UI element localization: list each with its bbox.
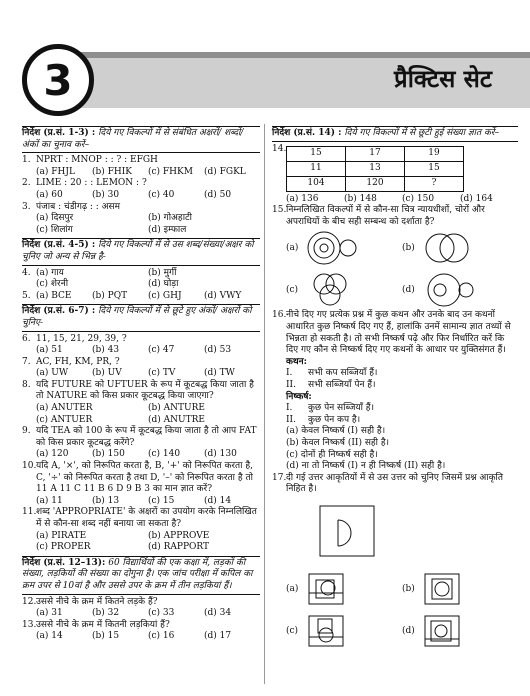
question-4: 4. (a) गाय (b) मुर्गी (c) शेरनी (d) घोड़ा [22, 268, 260, 291]
option: (a) 14 [36, 631, 63, 642]
option: (c) PROPER [36, 542, 91, 553]
option: (a) 136 [286, 193, 319, 204]
option: (a) PIRATE [36, 530, 87, 541]
option: (a) 11 [36, 495, 63, 506]
answer-figure-d: (d) [402, 612, 518, 650]
nested-circles-diagram [304, 229, 364, 267]
venn-option-a: (a) [286, 228, 402, 268]
option: (a) 51 [36, 345, 63, 356]
question-6: 6. 11, 15, 21, 29, 39, ? [22, 333, 127, 344]
option: (b) 43 [92, 345, 120, 356]
direction-4: निर्देश (प्र.सं. 12–13): 60 विद्यार्थियों की एक कक्षा में, लड़कों की संख्या, लड़कियों की संख्या का दोगुना है। एक जांच परीक्षा में कपिल का क्रम उपर से 10वां है और उससे उपर के क्रम में तीन लड़कियां हैं। [22, 556, 260, 595]
question-10-options [22, 496, 260, 508]
right-column [272, 124, 518, 650]
option: (b) 15 [92, 631, 120, 642]
question-3-options [22, 213, 260, 236]
option: (c) शेरनी [36, 279, 69, 290]
grid-cell: 120 [346, 176, 405, 191]
option: (b) 148 [344, 193, 377, 204]
option: (b) FHIK [92, 166, 133, 177]
question-2-options [22, 190, 260, 202]
option: (d) 130 [204, 449, 237, 460]
option: (a) दिसपुर [36, 213, 74, 224]
option: (b) 150 [92, 449, 125, 460]
answer-figure-b: (b) [402, 570, 518, 608]
direction-1: निर्देश (प्र.सं. 1-3) : दिये गए विकल्पों में से संबंधित अक्षरों/ शब्दों/ अंकों का चुनाव करें– [22, 126, 260, 153]
question-figure [272, 500, 518, 567]
grid-cell: 104 [287, 176, 346, 191]
option: (c) दोनों ही निष्कर्ष सही है। [286, 449, 378, 460]
question-1: 1. NPRT : MNOP : : ? : EFGH [22, 155, 158, 166]
option: (d) FGKL [204, 166, 246, 177]
venn-option-b: (b) [402, 228, 518, 268]
option: (c) FHKM [148, 166, 193, 177]
option: (c) 150 [402, 193, 435, 204]
column-divider [264, 124, 265, 684]
option: (a) FHJL [36, 166, 75, 177]
question-13-options [22, 631, 260, 643]
option: (b) 30 [92, 189, 120, 200]
option: (c) 40 [148, 189, 175, 200]
question-3: 3. पंजाब : चंडीगढ़ : : असम [22, 201, 120, 212]
statements-label: कथन: [286, 356, 307, 367]
set-number-badge: 3 [22, 44, 94, 116]
question-1-options [22, 167, 260, 179]
separate-circles-diagram [420, 271, 480, 309]
option: (b) 13 [92, 495, 120, 506]
statements [272, 357, 518, 473]
answer-figure-c-image [306, 613, 346, 649]
option: (c) 16 [148, 631, 175, 642]
grid-cell: 13 [346, 161, 405, 176]
question-13: 13. उससे नीचे के क्रम में कितनी लड़कियां हैं? [22, 619, 170, 630]
option: (b) केवल निष्कर्ष (II) सही है। [286, 437, 390, 448]
option: (a) गाय [36, 267, 64, 278]
question-15: 15. निम्नलिखित विकल्पों में से कौन-सा चित्र न्यायधीशों, चोरों और अपराधियों के बीच सही सम्बन्ध को दर्शाता है? [272, 205, 485, 227]
question-14-options [272, 194, 518, 206]
option: (d) 50 [204, 189, 232, 200]
conclusions-label: निष्कर्ष: [286, 391, 312, 402]
left-column [22, 124, 260, 643]
option: (a) केवल निष्कर्ष (I) सही है। [286, 426, 386, 437]
option: (d) VWY [204, 290, 242, 301]
answer-figures [272, 570, 518, 650]
question-12: 12. उससे नीचे के क्रम में कितने लड़के हैं? [22, 596, 158, 607]
grid-cell: 17 [346, 146, 405, 161]
question-6-options [22, 345, 260, 357]
option: (a) 31 [36, 608, 63, 619]
option: (d) TW [204, 368, 235, 379]
grid-cell: ? [405, 176, 464, 191]
question-12-options [22, 608, 260, 620]
option: (b) UV [92, 368, 122, 379]
answer-figure-d-image [422, 613, 462, 649]
answer-figure-a: (a) [286, 570, 402, 608]
conclusion: II. कुछ पेन कप है। [286, 414, 361, 425]
option: (c) 140 [148, 449, 181, 460]
option: (b) गोअहाटी [148, 213, 192, 224]
grid-cell: 11 [287, 161, 346, 176]
option: (c) 15 [148, 495, 175, 506]
option: (b) PQT [92, 290, 128, 301]
option: (d) 164 [460, 193, 493, 204]
direction-3: निर्देश (प्र.सं. 6-7) : दिये गए विकल्पों में से छूटे हुए अंकों/ अक्षरों को चुनिए- [22, 304, 260, 331]
option: (d) इम्फाल [148, 224, 187, 235]
answer-figure-b-image [422, 571, 462, 607]
question-9: 9. यदि TEA को 100 के रूप में कूटबद्ध किया जाता है तो आप FAT को किस प्रकार कूटबद्ध करेंगे? [22, 426, 257, 448]
direction-5: निर्देश (प्र.सं. 14) : दिये गए विकल्पों में से छूटी हुई संख्या ज्ञात करें– [272, 126, 518, 142]
answer-figure-a-image [306, 571, 346, 607]
option: (a) 120 [36, 449, 69, 460]
question-7: 7. AC, FH, KM, PR, ? [22, 356, 120, 367]
statement: II. सभी सब्जियाँ पेन हैं। [286, 379, 376, 390]
question-8: 8. यदि FUTURE को UFTUER के रूप में कूटबद्ध किया जाता है तो NATURE को किस प्रकार कूटबद्ध किया जाएगा? [22, 379, 254, 402]
venn-option-d: (d) [402, 270, 518, 310]
option: (d) 14 [204, 495, 232, 506]
direction-2: निर्देश (प्र.सं. 4-5) : दिये गए विकल्पों में से उस शब्द/संख्या/अक्षर को चुनिए जो अन्य से भिन्न है- [22, 238, 260, 265]
venn-options [272, 228, 518, 310]
option: (c) 47 [148, 345, 175, 356]
option: (a) UW [36, 368, 69, 379]
number-grid [286, 146, 464, 192]
option: (d) 53 [204, 345, 232, 356]
question-4-options [36, 268, 260, 291]
option: (d) 34 [204, 608, 232, 619]
option: (b) APPROVE [148, 530, 210, 541]
statement: I. सभी कप सब्जियाँ हैं। [286, 368, 378, 379]
option: (c) शिलांग [36, 224, 73, 235]
option: (a) 60 [36, 189, 63, 200]
question-11-options [22, 531, 260, 554]
option: (d) घोड़ा [148, 279, 179, 290]
option: (a) BCE [36, 290, 72, 301]
question-16: 16. नीचे दिए गए प्रत्येक प्रश्न में कुछ कथन और उनके बाद उन कथनों आधारित कुछ निष्कर्ष दिए गए हैं, हालांकि उनमें सामान्य ज्ञात तथ्यों से भिन्नता हो सकती है। तो सभी निष्कर्ष पढ़े और फिर निर्धारित करें कि दिए गए कौन से निष्कर्ष दिए गए कथनों के आधार पर युक्तिसंगत हैं। [272, 310, 511, 356]
option: (c) TV [148, 368, 176, 379]
option: (c) 33 [148, 608, 175, 619]
question-17: 17. दी गई उत्तर आकृतियों में से उस उत्तर को चुनिए जिसमें प्रश्न आकृति निहित है। [272, 472, 503, 495]
question-2: 2. LIME : 20 : : LEMON : ? [22, 178, 147, 189]
question-10: 10. यदि A, '×', को निरूपित करता है, B, '+' को निरूपित करता है, C, '÷' को निरूपित करता है तथा D, '–' को निरूपित करता है तो 11 A 11 C 11 B 6 D 9 B 3 का मान ज्ञात करें? [22, 461, 253, 495]
question-7-options [22, 368, 260, 380]
option: (c) GHJ [148, 290, 182, 301]
overlapping-circles-diagram [420, 229, 480, 267]
question-5-options [36, 291, 260, 303]
grid-cell: 19 [405, 146, 464, 161]
venn-option-c: (c) [286, 270, 402, 310]
question-11: 11. शब्द 'APPROPRIATE' के अक्षरों का उपयोग करके निम्नलिखित में से कौन-सा शब्द नहीं बनाया जा सकता है? [22, 507, 257, 529]
question-14: 14. 15 17 19 11 13 15 104 120 ? [272, 144, 518, 194]
question-8-options [22, 403, 260, 426]
grid-cell: 15 [287, 146, 346, 161]
page-title: प्रैक्टिस सेट [394, 65, 492, 93]
question-figure-image [312, 500, 382, 562]
question-9-options [22, 449, 260, 461]
option: (d) RAPPORT [148, 542, 210, 553]
three-overlapping-circles-diagram [304, 271, 364, 309]
option: (b) 32 [92, 608, 120, 619]
conclusion: I. कुछ पेन सब्जियाँ हैं। [286, 403, 374, 414]
option: (b) मुर्गी [148, 267, 177, 278]
question-5: 5. (a) BCE (b) PQT (c) GHJ (d) VWY [22, 291, 260, 303]
option: (d) 17 [204, 631, 232, 642]
option: (d) ना तो निष्कर्ष (I) न ही निष्कर्ष (II) सही है। [286, 461, 446, 472]
chapter-header [0, 0, 530, 118]
option: (a) ANUTER [36, 403, 93, 414]
option: (d) ANUTRE [148, 414, 205, 425]
option: (b) ANTURE [148, 403, 205, 414]
option: (c) ANTUER [36, 414, 93, 425]
answer-figure-c: (c) [286, 612, 402, 650]
grid-cell: 15 [405, 161, 464, 176]
